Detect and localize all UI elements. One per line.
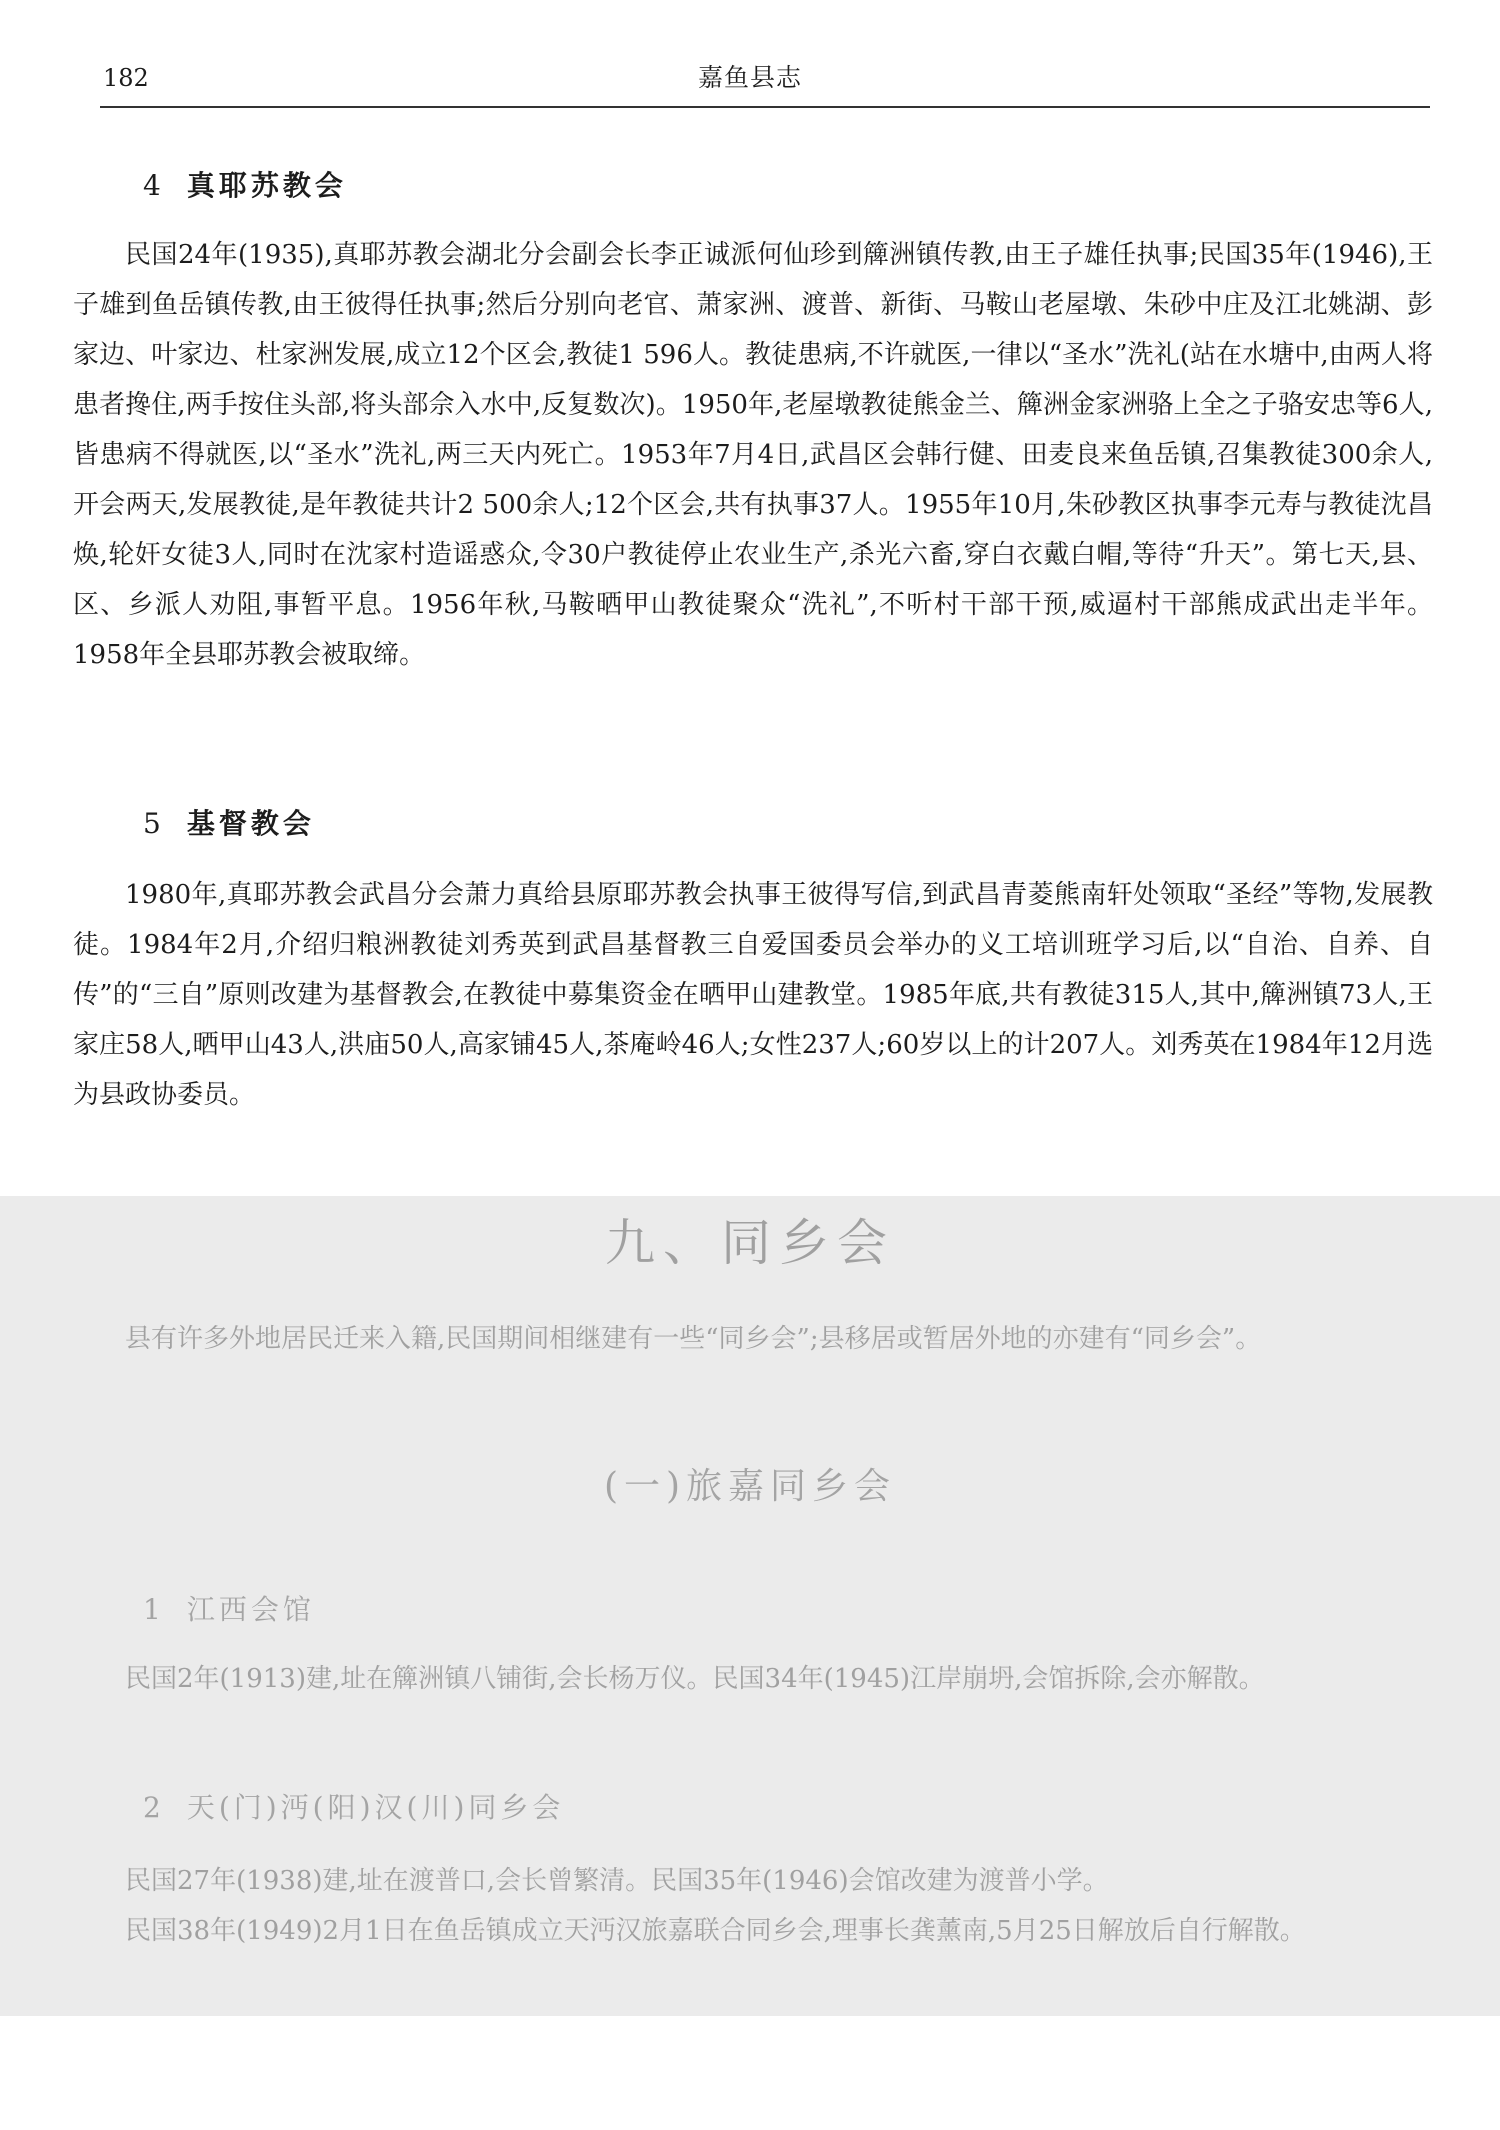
item-paragraph: 民国27年(1938)建,址在渡普口,会长曾繁清。民国35年(1946)会馆改建为渡普小学。 [125,1866,1109,1896]
item-title: 天(门)沔(阳)汉(川)同乡会 [186,1791,565,1824]
subsection-title: (一)旅嘉同乡会 [603,1466,897,1507]
section-title: 基督教会 [186,807,315,840]
section-heading-zhen-yesu [73,166,1433,206]
section-body-jidu [73,870,1433,1120]
section-number: 4 [143,169,161,202]
item-title: 江西会馆 [186,1593,315,1626]
item-heading-jiangxi [143,1590,315,1630]
header-rule [100,106,1430,108]
chapter-title: 九、同乡会 [605,1214,895,1272]
running-title: 嘉鱼县志 [697,63,802,92]
item-heading-tianmian [143,1788,564,1828]
section-number: 5 [143,807,161,840]
item-number: 1 [143,1593,161,1626]
paragraph: 1980年,真耶苏教会武昌分会萧力真给县原耶苏教会执事王彼得写信,到武昌青菱熊南轩处领取“圣经”等物,发展教徒。1984年2月,介绍归粮洲教徒刘秀英到武昌基督教三自爱国委员会举办的义工培训班学习后,以“自治、自养、自传”的“三自”原则改建为基督教会,在教徒中募集资金在晒甲山建教堂。1985年底,共有教徒315人,其中,簰洲镇73人,王家庄58人,晒甲山43人,洪庙50人,高家铺45人,茶庵岭46人;女性237人;60岁以上的计207人。刘秀英在1984年12月选为县政协委员。 [73,880,1433,1110]
item-paragraph: 民国2年(1913)建,址在簰洲镇八铺街,会长杨万仪。民国34年(1945)江岸崩坍,会馆拆除,会亦解散。 [125,1664,1265,1694]
chapter-intro: 县有许多外地居民迁来入籍,民国期间相继建有一些“同乡会”;县移居或暂居外地的亦建有“同乡会”。 [125,1324,1262,1354]
section-heading-jidu [73,804,1433,844]
section-body-zhen-yesu [73,230,1433,680]
item-number: 2 [143,1791,161,1824]
item-paragraph: 民国38年(1949)2月1日在鱼岳镇成立天沔汉旅嘉联合同乡会,理事长龚薰南,5月25日解放后自行解散。 [125,1916,1306,1946]
paragraph: 民国24年(1935),真耶苏教会湖北分会副会长李正诚派何仙珍到簰洲镇传教,由王子雄任执事;民国35年(1946),王子雄到鱼岳镇传教,由王彼得任执事;然后分别向老官、萧家洲、渡普、新街、马鞍山老屋墩、朱砂中庄及江北姚湖、彭家边、叶家边、杜家洲发展,成立12个区会,教徒1 596人。教徒患病,不许就医,一律以“圣水”洗礼(站在水塘中,由两人将患者搀住,两手按住头部,将头部佘入水中,反复数次)。1950年,老屋墩教徒熊金兰、簰洲金家洲骆上全之子骆安忠等6人,皆患病不得就医,以“圣水”洗礼,两三天内死亡。1953年7月4日,武昌区会韩行健、田麦良来鱼岳镇,召集教徒300余人,开会两天,发展教徒,是年教徒共计2 500余人;12个区会,共有执事37人。1955年10月,朱砂教区执事李元寿与教徒沈昌焕,轮奸女徒3人,同时在沈家村造谣惑众,令30户教徒停止农业生产,杀光六畜,穿白衣戴白帽,等待“升天”。第七天,县、区、乡派人劝阻,事暂平息。1956年秋,马鞍晒甲山教徒聚众“洗礼”,不听村干部干预,威逼村干部熊成武出走半年。1958年全县耶苏教会被取缔。 [73,240,1433,670]
section-title: 真耶苏教会 [186,169,347,202]
page-number: 182 [103,64,149,92]
